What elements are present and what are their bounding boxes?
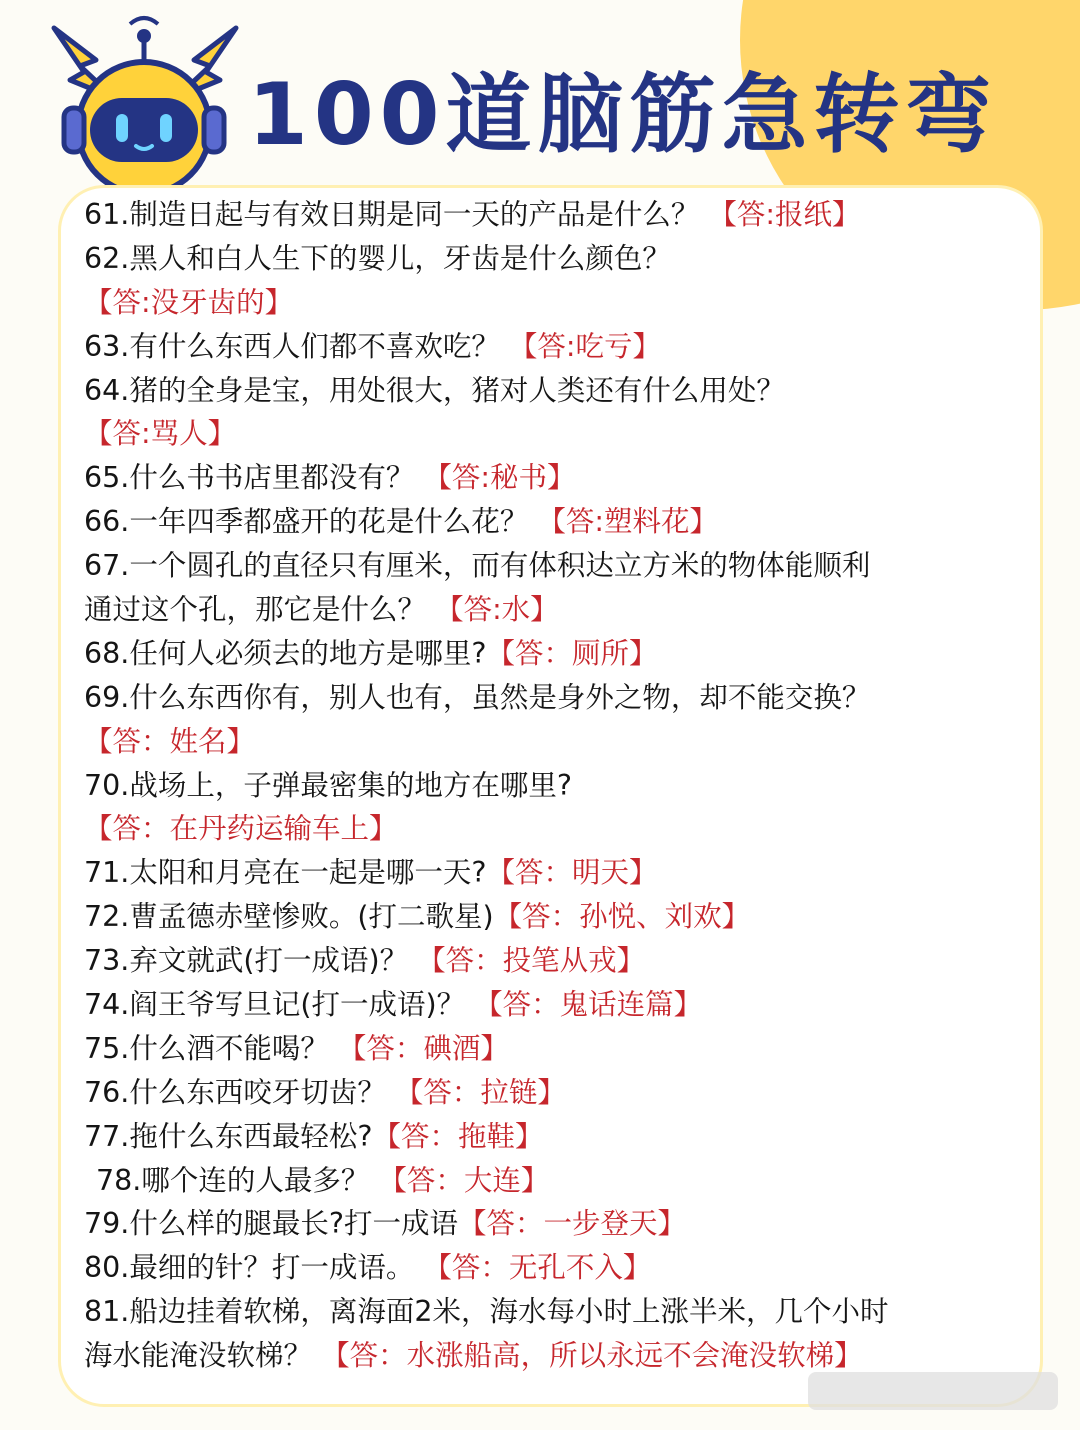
riddle-line bbox=[84, 369, 1044, 413]
riddle-line bbox=[84, 939, 1044, 983]
riddle-question: 71.太阳和月亮在一起是哪一天? bbox=[84, 856, 487, 890]
riddle-question: 79.什么样的腿最长?打一成语 bbox=[84, 1207, 458, 1241]
riddle-line bbox=[84, 456, 1044, 500]
riddle-answer: 【答:塑料花】 bbox=[537, 505, 718, 539]
riddle-answer: 【答：在丹药运输车上】 bbox=[84, 812, 398, 846]
riddle-line bbox=[84, 632, 1044, 676]
riddle-line bbox=[84, 588, 1044, 632]
riddle-line bbox=[84, 1202, 1044, 1246]
riddle-line bbox=[84, 1246, 1044, 1290]
riddle-answer: 【答：拉链】 bbox=[394, 1075, 566, 1109]
riddle-question: 81.船边挂着软梯，离海面2米，海水每小时上涨半米，几个小时 bbox=[84, 1295, 889, 1329]
riddle-answer: 【答：大连】 bbox=[378, 1163, 550, 1197]
riddle-question: 66.一年四季都盛开的花是什么花？ bbox=[84, 505, 538, 539]
riddle-line bbox=[84, 193, 1044, 237]
robot-mascot-icon bbox=[40, 10, 250, 200]
riddle-question: 62.黑人和白人生下的婴儿，牙齿是什么颜色？ bbox=[84, 241, 671, 275]
riddle-question: 通过这个孔，那它是什么？ bbox=[84, 593, 436, 627]
riddle-answer: 【答：明天】 bbox=[486, 856, 658, 890]
riddle-question: 70.战场上，子弹最密集的地方在哪里? bbox=[84, 768, 572, 802]
riddle-list bbox=[84, 193, 1044, 1378]
watermark-bar bbox=[808, 1372, 1058, 1410]
riddle-answer: 【答：拖鞋】 bbox=[372, 1119, 544, 1153]
riddle-line bbox=[84, 325, 1044, 369]
riddle-question: 67.一个圆孔的直径只有厘米，而有体积达立方米的物体能顺利 bbox=[84, 549, 871, 583]
riddle-line bbox=[84, 1027, 1044, 1071]
riddle-question: 64.猪的全身是宝，用处很大，猪对人类还有什么用处？ bbox=[84, 373, 785, 407]
riddle-line bbox=[84, 983, 1044, 1027]
riddle-line bbox=[84, 1071, 1044, 1115]
riddle-answer: 【答:秘书】 bbox=[423, 461, 576, 495]
riddle-line bbox=[84, 676, 1044, 720]
riddle-answer: 【答：鬼话连篇】 bbox=[474, 988, 703, 1022]
page-title: 100道脑筋急转弯 bbox=[248, 65, 998, 165]
riddle-line bbox=[84, 1290, 1044, 1334]
riddle-answer: 【答：碘酒】 bbox=[337, 1031, 509, 1065]
riddle-line bbox=[84, 237, 1044, 281]
riddle-question: 78.哪个连的人最多？ bbox=[96, 1163, 379, 1197]
riddle-answer: 【答：厕所】 bbox=[486, 636, 658, 670]
riddle-answer: 【答：水涨船高，所以永远不会淹没软梯】 bbox=[321, 1339, 863, 1373]
riddle-question: 74.阎王爷写旦记(打一成语)？ bbox=[84, 988, 475, 1022]
riddle-question: 61.制造日起与有效日期是同一天的产品是什么？ bbox=[84, 198, 709, 231]
riddle-question: 72.曹孟德赤壁惨败。(打二歌星) bbox=[84, 900, 494, 934]
riddle-question: 77.拖什么东西最轻松? bbox=[84, 1119, 373, 1153]
riddle-answer: 【答:报纸】 bbox=[708, 198, 861, 231]
riddle-answer: 【答：孙悦、刘欢】 bbox=[493, 900, 751, 934]
riddle-answer: 【答：一步登天】 bbox=[457, 1207, 686, 1241]
riddle-answer: 【答:吃亏】 bbox=[508, 329, 661, 363]
riddle-line bbox=[84, 500, 1044, 544]
riddle-question: 69.什么东西你有，别人也有，虽然是身外之物，却不能交换？ bbox=[84, 680, 871, 714]
riddle-line bbox=[84, 851, 1044, 895]
riddle-answer: 【答:骂人】 bbox=[84, 417, 237, 451]
riddle-answer: 【答:水】 bbox=[435, 593, 559, 627]
riddle-question: 63.有什么东西人们都不喜欢吃？ bbox=[84, 329, 509, 363]
riddle-answer: 【答：姓名】 bbox=[84, 724, 256, 758]
riddle-line bbox=[84, 412, 1044, 456]
riddle-question: 76.什么东西咬牙切齿？ bbox=[84, 1075, 395, 1109]
riddle-question: 80.最细的针？打一成语。 bbox=[84, 1251, 424, 1285]
riddle-line bbox=[84, 1115, 1044, 1159]
riddle-question: 海水能淹没软梯？ bbox=[84, 1339, 322, 1373]
riddle-line bbox=[84, 720, 1044, 764]
riddle-line bbox=[84, 544, 1044, 588]
riddle-line bbox=[84, 1159, 1044, 1203]
riddle-line bbox=[84, 895, 1044, 939]
riddle-question: 68.任何人必须去的地方是哪里? bbox=[84, 636, 487, 670]
riddle-question: 75.什么酒不能喝？ bbox=[84, 1031, 338, 1065]
riddle-answer: 【答：无孔不入】 bbox=[423, 1251, 652, 1285]
riddle-line bbox=[84, 764, 1044, 808]
riddle-question: 65.什么书书店里都没有？ bbox=[84, 461, 424, 495]
riddle-question: 73.弃文就武(打一成语)？ bbox=[84, 944, 418, 978]
riddle-answer: 【答：投笔从戎】 bbox=[417, 944, 646, 978]
riddle-line bbox=[84, 807, 1044, 851]
riddle-line bbox=[84, 281, 1044, 325]
riddle-answer: 【答:没牙齿的】 bbox=[84, 285, 294, 319]
